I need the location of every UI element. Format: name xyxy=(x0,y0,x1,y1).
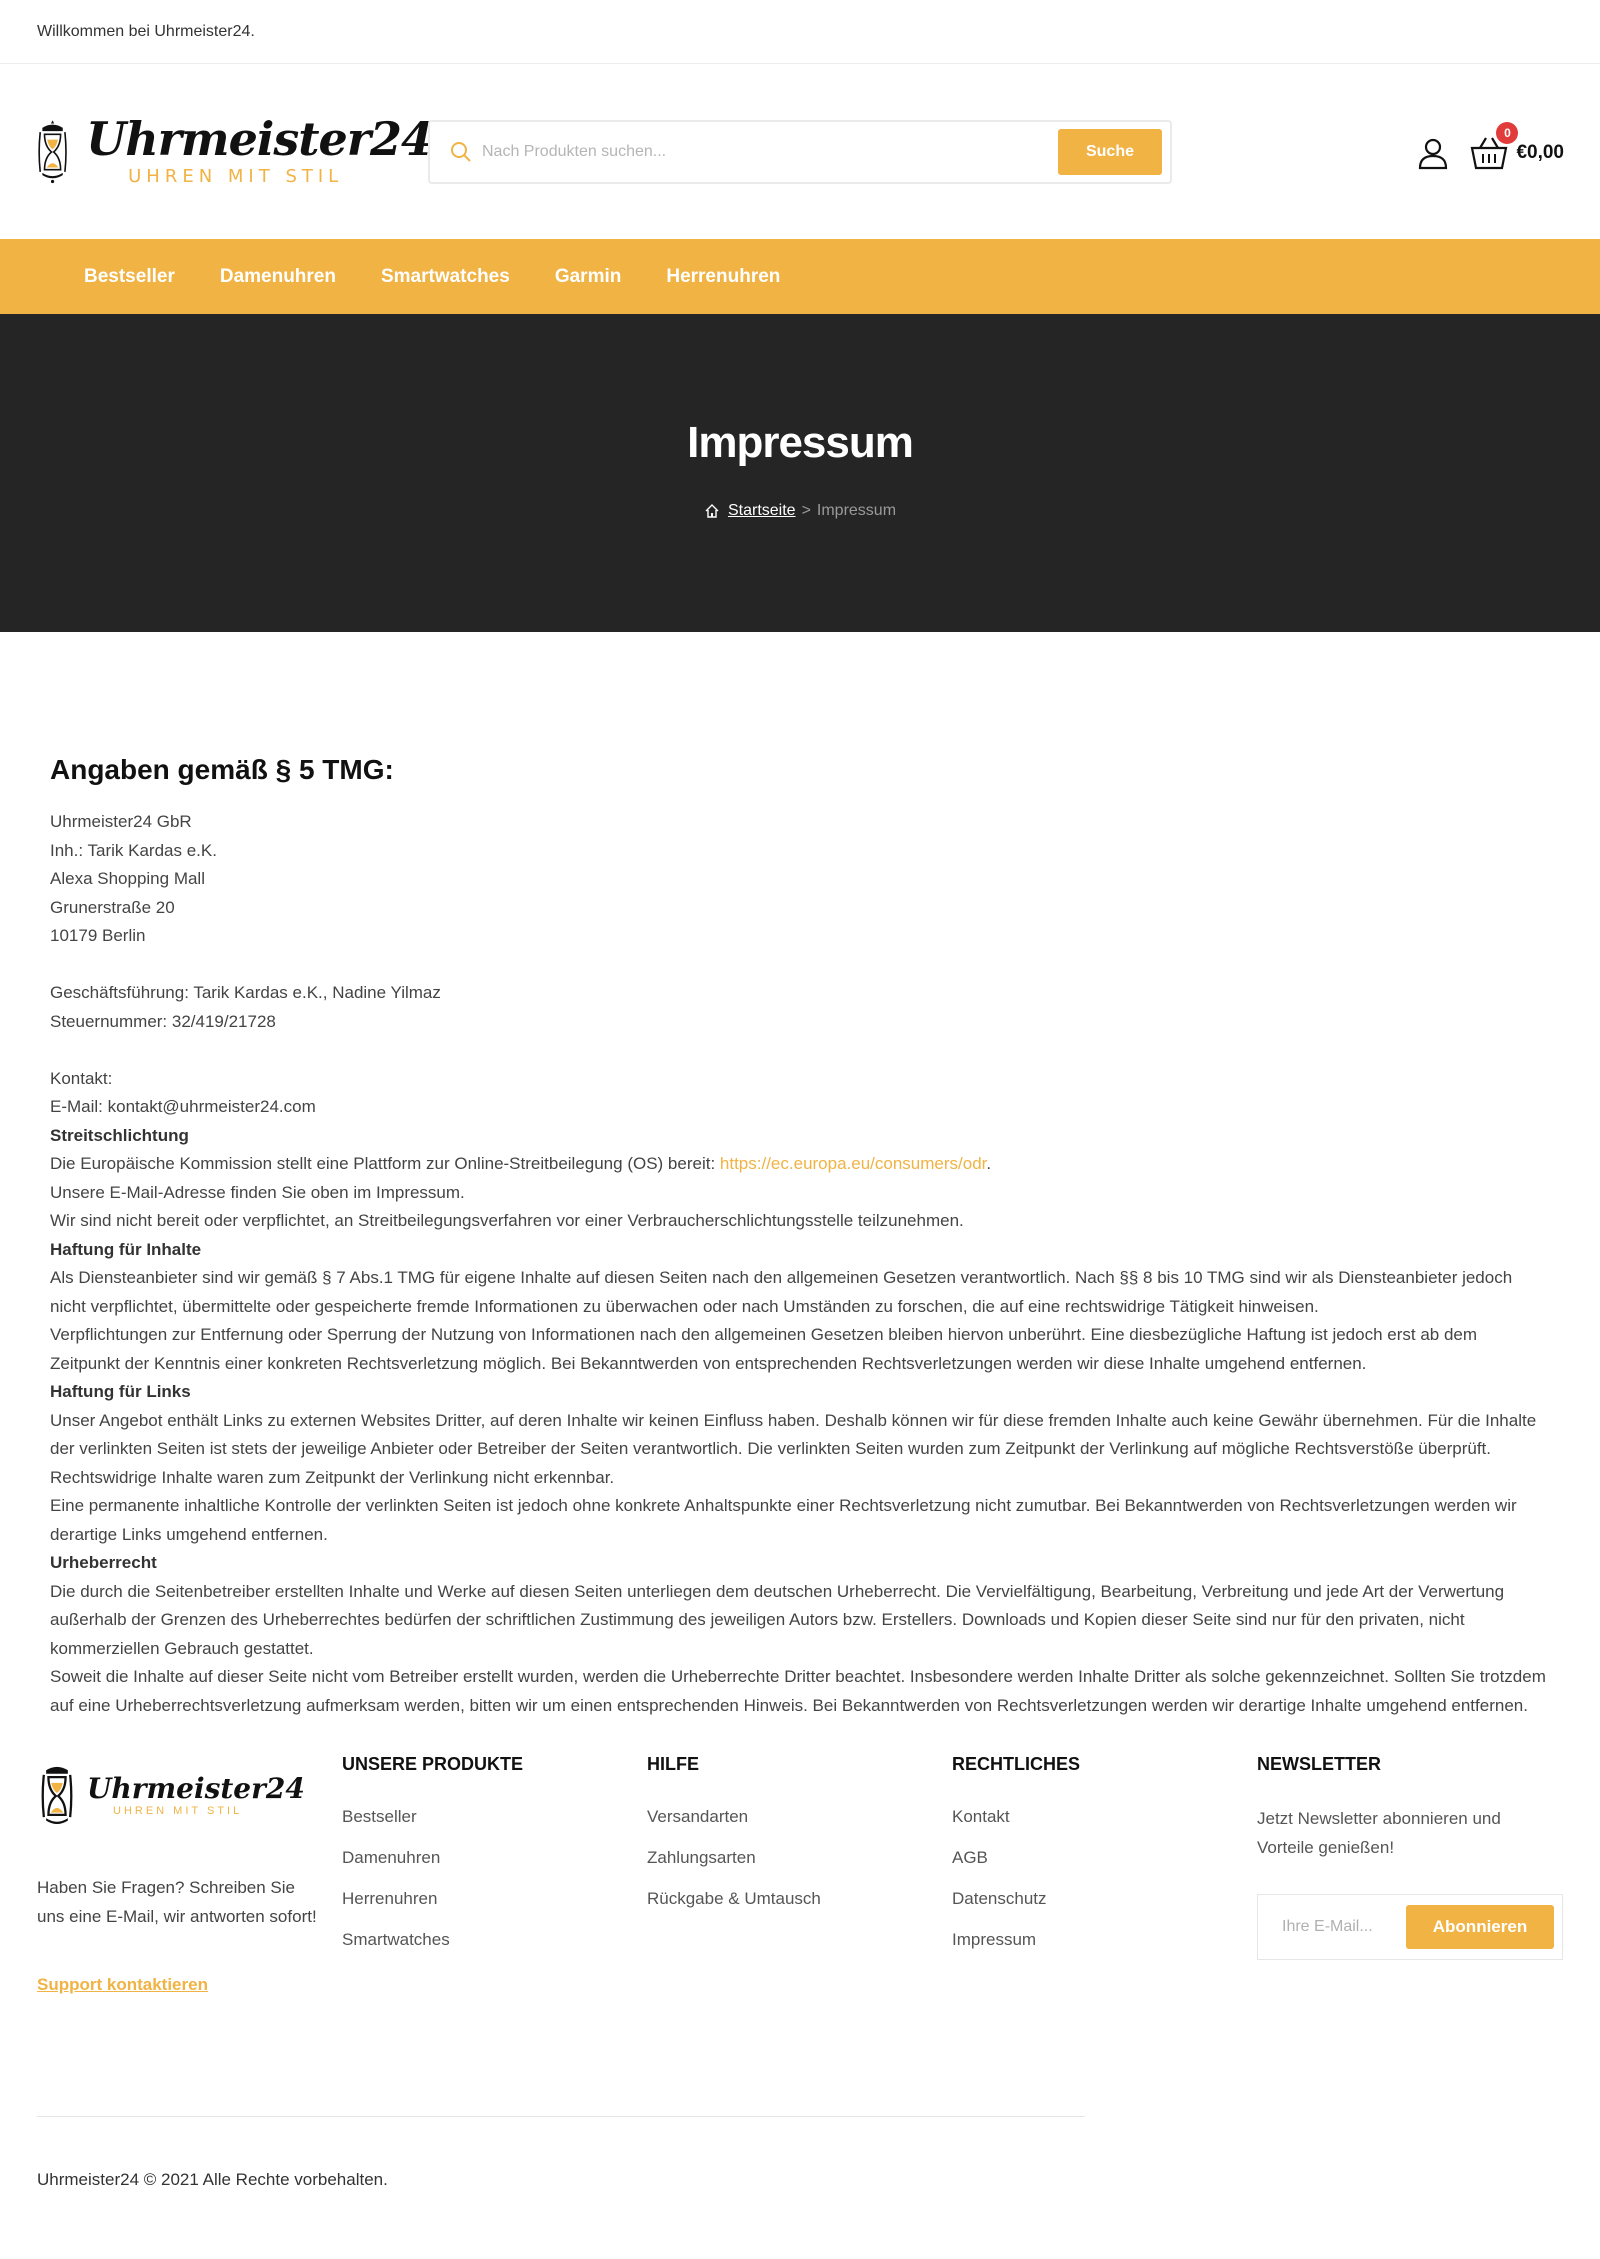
top-bar xyxy=(0,0,1600,64)
tax-number-line: Steuernummer: 32/419/21728 xyxy=(50,1011,276,1031)
breadcrumb-current: Impressum xyxy=(816,502,897,519)
footer-help-title: HILFE xyxy=(647,1754,699,1774)
page-title: Impressum xyxy=(687,418,913,467)
newsletter-email-input[interactable] xyxy=(1282,1918,1392,1936)
newsletter-form xyxy=(1257,1894,1563,1960)
hourglass-lantern-icon xyxy=(37,89,68,215)
imprint-heading: Angaben gemäß § 5 TMG: xyxy=(50,754,394,785)
footer-logo[interactable] xyxy=(37,1760,342,1832)
content-liability-paragraph: Verpflichtungen zur Entfernung oder Sperrung der Nutzung von Informationen nach den allgemeinen Gesetzen bleiben hiervon unberührt. Eine diesbezügliche Haftung ist jedoch erst ab dem Zeitpunkt der Kenntnis einer konkreten Rechtsverletzung möglich. Bei Bekanntwerden von entsprechenden Rechtsverletzungen werden wir diese Inhalte umgehend entfernen. xyxy=(50,1325,1478,1373)
site-logo[interactable] xyxy=(37,89,432,215)
logo-wordmark: Uhrmeister24 xyxy=(86,112,432,166)
user-account-icon[interactable] xyxy=(1416,136,1450,170)
section-title-copyright: Urheberrecht xyxy=(50,1553,157,1572)
address-line: Grunerstraße 20 xyxy=(50,897,175,917)
newsletter-text: Jetzt Newsletter abonnieren und Vorteile genießen! xyxy=(1257,1809,1501,1857)
cart-count-badge: 0 xyxy=(1496,122,1518,144)
dispute-line: Wir sind nicht bereit oder verpflichtet, an Streitbeilegungsverfahren vor einer Verbraucherschlichtungsstelle teilzunehmen. xyxy=(50,1211,964,1230)
content-liability-paragraph: Als Diensteanbieter sind wir gemäß § 7 Abs.1 TMG für eigene Inhalte auf diesen Seiten nach den allgemeinen Gesetzen verantwortlich. Nach §§ 8 bis 10 TMG sind wir als Diensteanbieter jedoch nicht verpflichtet, übermittelte oder gespeicherte fremde Informationen zu überwachen oder nach Umständen zu forschen, die auf eine rechtswidrige Tätigkeit hinweisen. xyxy=(50,1268,1513,1316)
email-line: E-Mail: kontakt@uhrmeister24.com xyxy=(50,1097,316,1116)
copyright-paragraph: Soweit die Inhalte auf dieser Seite nicht vom Betreiber erstellt wurden, werden die Urheberrechte Dritter beachtet. Insbesondere werden Inhalte Dritter als solche gekennzeichnet. Sollten Sie trotzdem auf eine Urheberrechtsverletzung aufmerksam werden, bitten wir um einen entsprechenden Hinweis. Bei Bekanntwerden von Rechtsverletzungen werden wir derartige Inhalte umgehend entfernen. xyxy=(50,1667,1546,1715)
nav-item-smartwatches[interactable]: Smartwatches xyxy=(380,265,510,287)
management-line: Geschäftsführung: Tarik Kardas e.K., Nadine Yilmaz xyxy=(50,983,441,1002)
footer-link-impressum[interactable]: Impressum xyxy=(952,1930,1037,1949)
search-input[interactable] xyxy=(482,143,1058,161)
copyright-text: Uhrmeister24 © 2021 Alle Rechte vorbehalten. xyxy=(37,2170,388,2189)
address-line: Uhrmeister24 GbR xyxy=(50,812,192,831)
footer-link-zahlungsarten[interactable]: Zahlungsarten xyxy=(647,1848,756,1867)
footer-link-agb[interactable]: AGB xyxy=(952,1848,988,1867)
hourglass-lantern-icon xyxy=(37,1760,77,1832)
section-title-content-liability: Haftung für Inhalte xyxy=(50,1239,202,1259)
nav-item-bestseller[interactable]: Bestseller xyxy=(84,265,175,287)
footer-link-rueckgabe[interactable]: Rückgabe & Umtausch xyxy=(647,1889,821,1908)
nav-item-damenuhren[interactable]: Damenuhren xyxy=(219,265,336,287)
header-actions xyxy=(1416,126,1564,170)
search-icon xyxy=(450,141,472,163)
footer-logo-wordmark: Uhrmeister24 xyxy=(87,1772,305,1805)
dispute-paragraph: Die Europäische Kommission stellt eine Plattform zur Online-Streitbeilegung (OS) bereit: https://ec.europa.eu/consumers/odr. xyxy=(50,1154,992,1173)
footer-about-text: Haben Sie Fragen? Schreiben Sie uns eine E-Mail, wir antworten sofort! xyxy=(37,1878,317,1926)
breadcrumb xyxy=(704,502,896,520)
contact-label: Kontakt: xyxy=(50,1068,113,1088)
link-liability-paragraph: Eine permanente inhaltliche Kontrolle der verlinkten Seiten ist jedoch ohne konkrete Anhaltspunkte einer Rechtsverletzung nicht zumutbar. Bei Bekanntwerden von Rechtsverletzungen werden wir derartige Links umgehend entfernen. xyxy=(50,1496,1517,1544)
search-bar xyxy=(428,120,1172,184)
page-hero xyxy=(0,314,1600,632)
odr-platform-link[interactable]: https://ec.europa.eu/consumers/odr xyxy=(719,1154,987,1173)
nav-item-garmin[interactable]: Garmin xyxy=(554,265,622,287)
dispute-line: Unsere E-Mail-Adresse finden Sie oben im Impressum. xyxy=(50,1182,465,1202)
breadcrumb-separator: > xyxy=(801,502,811,519)
footer-products-column xyxy=(342,1746,647,1995)
footer-help-column xyxy=(647,1746,952,1995)
footer-link-versandarten[interactable]: Versandarten xyxy=(647,1807,749,1826)
cart-total: €0,00 xyxy=(1516,142,1564,163)
footer-link-herrenuhren[interactable]: Herrenuhren xyxy=(342,1889,438,1908)
address-line: 10179 Berlin xyxy=(50,926,146,945)
footer-legal-title: RECHTLICHES xyxy=(952,1754,1081,1774)
imprint-content xyxy=(0,632,1600,1720)
footer-products-title: UNSERE PRODUKTE xyxy=(342,1754,524,1774)
footer-brand xyxy=(37,1746,342,1995)
nav-item-herrenuhren[interactable]: Herrenuhren xyxy=(666,265,781,287)
footer-newsletter-column xyxy=(1257,1746,1562,1995)
link-liability-paragraph: Unser Angebot enthält Links zu externen Websites Dritter, auf deren Inhalte wir keinen Einfluss haben. Deshalb können wir für diese fremden Inhalte auch keine Gewähr übernehmen. Für die Inhalte der verlinkten Seiten ist stets der jeweilige Anbieter oder Betreiber der Seiten verantwortlich. Die verlinkten Seiten wurden zum Zeitpunkt der Verlinkung auf mögliche Rechtsverstöße überprüft. Rechtswidrige Inhalte waren zum Zeitpunkt der Verlinkung nicht erkennbar. xyxy=(50,1410,1537,1487)
logo-tagline: UHREN MIT STIL xyxy=(128,166,344,187)
section-title-dispute: Streitschlichtung xyxy=(50,1125,189,1145)
support-contact-link[interactable]: Support kontaktieren xyxy=(37,1975,208,1994)
address-line: Alexa Shopping Mall xyxy=(50,869,205,888)
footer-divider xyxy=(37,2116,1085,2117)
newsletter-subscribe-button[interactable]: Abonnieren xyxy=(1406,1905,1554,1949)
footer-link-datenschutz[interactable]: Datenschutz xyxy=(952,1889,1047,1908)
breadcrumb-home-link[interactable]: Startseite xyxy=(727,502,796,519)
footer-legal-column xyxy=(952,1746,1257,1995)
footer xyxy=(0,1746,1600,2189)
search-button[interactable]: Suche xyxy=(1058,129,1162,175)
footer-newsletter-title: NEWSLETTER xyxy=(1257,1754,1381,1774)
footer-logo-tagline: UHREN MIT STIL xyxy=(113,1805,243,1817)
copyright-paragraph: Die durch die Seitenbetreiber erstellten Inhalte und Werke auf diesen Seiten unterliegen dem deutschen Urheberrecht. Die Vervielfältigung, Bearbeitung, Verbreitung und jede Art der Verwertung außerhalb der Grenzen des Urheberrechtes bedürfen der schriftlichen Zustimmung des jeweiligen Autors bzw. Erstellers. Downloads und Kopien dieser Seite sind nur für den privaten, nicht kommerziellen Gebrauch gestattet. xyxy=(50,1581,1505,1658)
footer-link-kontakt[interactable]: Kontakt xyxy=(952,1807,1010,1826)
home-icon xyxy=(704,503,720,519)
main-navigation xyxy=(0,239,1600,314)
cart-button[interactable] xyxy=(1470,126,1564,170)
footer-link-bestseller[interactable]: Bestseller xyxy=(342,1807,417,1826)
section-title-link-liability: Haftung für Links xyxy=(50,1382,191,1401)
footer-link-damenuhren[interactable]: Damenuhren xyxy=(342,1848,441,1867)
address-line: Inh.: Tarik Kardas e.K. xyxy=(50,840,217,860)
welcome-text: Willkommen bei Uhrmeister24. xyxy=(37,22,255,40)
header xyxy=(0,64,1600,239)
footer-link-smartwatches[interactable]: Smartwatches xyxy=(342,1930,450,1949)
